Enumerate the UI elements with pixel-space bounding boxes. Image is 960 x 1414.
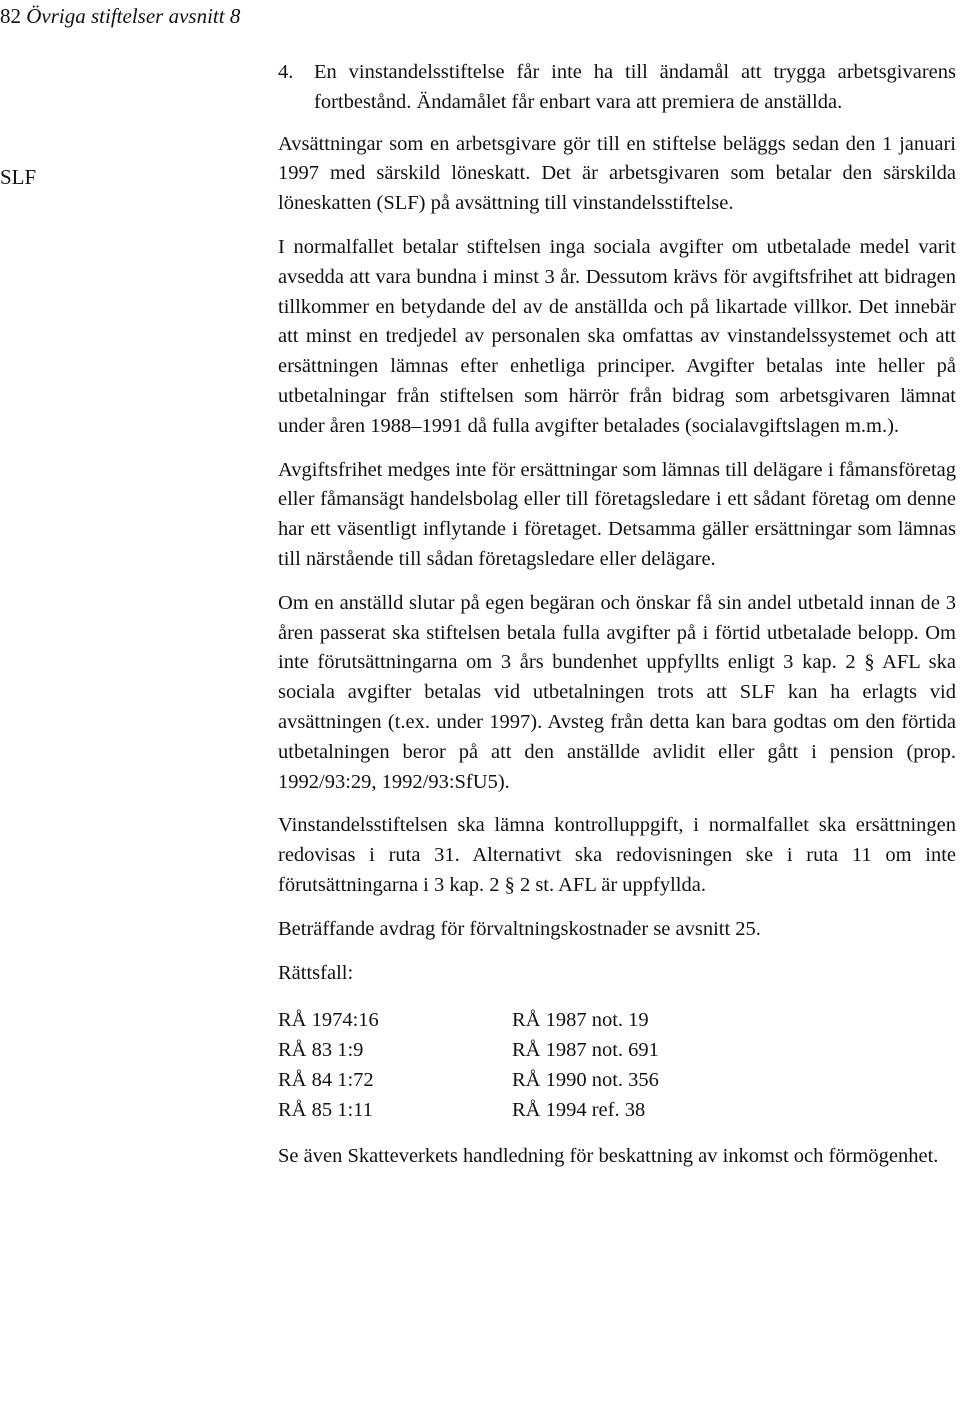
numbered-item-4 [278,58,956,118]
margin-note-slf: SLF [0,165,37,189]
section-title: Övriga stiftelser avsnitt 8 [26,4,241,28]
page-number: 82 [0,4,21,28]
case-ref: RÅ 84 1:72 [278,1068,374,1091]
case-ref: RÅ 1987 not. 19 [512,1009,649,1032]
paragraph-social-fees: I normalfallet betalar stiftelsen inga sociala avgifter om utbetalade medel varit avsedda att vara bundna i minst 3 år. Dessutom krävs för avgiftsfrihet att bidragen tillkommer en betydande del av de anställda och på likartade villkor. Det innebär att minst en tredjedel av personalen ska omfattas av vinstandelssystemet och att ersättningen lämnas efter enhetliga principer. Avgifter betalas inte heller på utbetalningar från stiftelsen som härrör från bidrag som arbetsgivaren lämnat under åren 1988–1991 då fulla avgifter betalades (socialavgiftslagen m.m.). [278,235,956,437]
case-ref: RÅ 85 1:11 [278,1098,373,1121]
closing-reference: Se även Skatteverkets handledning för beskattning av inkomst och förmögenhet. [278,1144,939,1167]
paragraph-control-statement: Vinstandelsstiftelsen ska lämna kontrolluppgift, i normalfallet ska ersättningen redovisas i ruta 31. Alternativt ska redovisningen ske i ruta 11 om inte förutsättningarna i 3 kap. 2 § 2 st. AFL är uppfyllda. [278,814,956,896]
page-header [0,2,240,30]
case-ref: RÅ 1994 ref. 38 [512,1098,646,1121]
main-content [278,58,956,1171]
paragraph-early-payout: Om en anställd slutar på egen begäran och önskar få sin andel utbetald innan de 3 åren passerat ska stiftelsen betala fulla avgifter på i förtid utbetalade belopp. Om inte förutsättningarna om 3 års bundenhet uppfyllts enligt 3 kap. 2 § AFL ska sociala avgifter betalas vid utbetalningen trots att SLF kan ha erlagts vid avsättningen (t.ex. under 1997). Avsteg från detta kan bara godtas om den förtida utbetalningen beror på att den anställde avlidit eller gått i pension (prop. 1992/93:29, 1992/93:SfU5). [278,591,956,793]
case-ref: RÅ 1987 not. 691 [512,1039,659,1062]
item-number: 4. [278,61,294,83]
case-list [278,1006,956,1125]
cases-label: Rättsfall: [278,961,354,984]
paragraph-slf: Avsättningar som en arbetsgivare gör till en stiftelse beläggs sedan den 1 januari 1997 med särskild löneskatt. Det är arbetsgivaren som betalar den särskilda löneskatten (SLF) på avsättning till vinstandelsstiftelse. [278,132,956,215]
paragraph-owners: Avgiftsfrihet medges inte för ersättningar som lämnas till delägare i fåmansföretag eller fåmansägt handelsbolag eller till företagsledare i ett sådant företag om denne har ett väsentligt inflytande i företaget. Detsamma gäller ersättningar som lämnas till närstående till sådan företagsledare eller delägare. [278,458,956,570]
item-text: En vinstandelsstiftelse får inte ha till ändamål att trygga arbetsgivarens fortbestånd. Ändamålet får enbart vara att premiera de anställda. [314,61,956,113]
case-ref: RÅ 1990 not. 356 [512,1068,659,1091]
case-ref: RÅ 1974:16 [278,1009,379,1032]
paragraph-admin-costs: Beträffande avdrag för förvaltningskostnader se avsnitt 25. [278,917,761,940]
case-ref: RÅ 83 1:9 [278,1039,364,1062]
